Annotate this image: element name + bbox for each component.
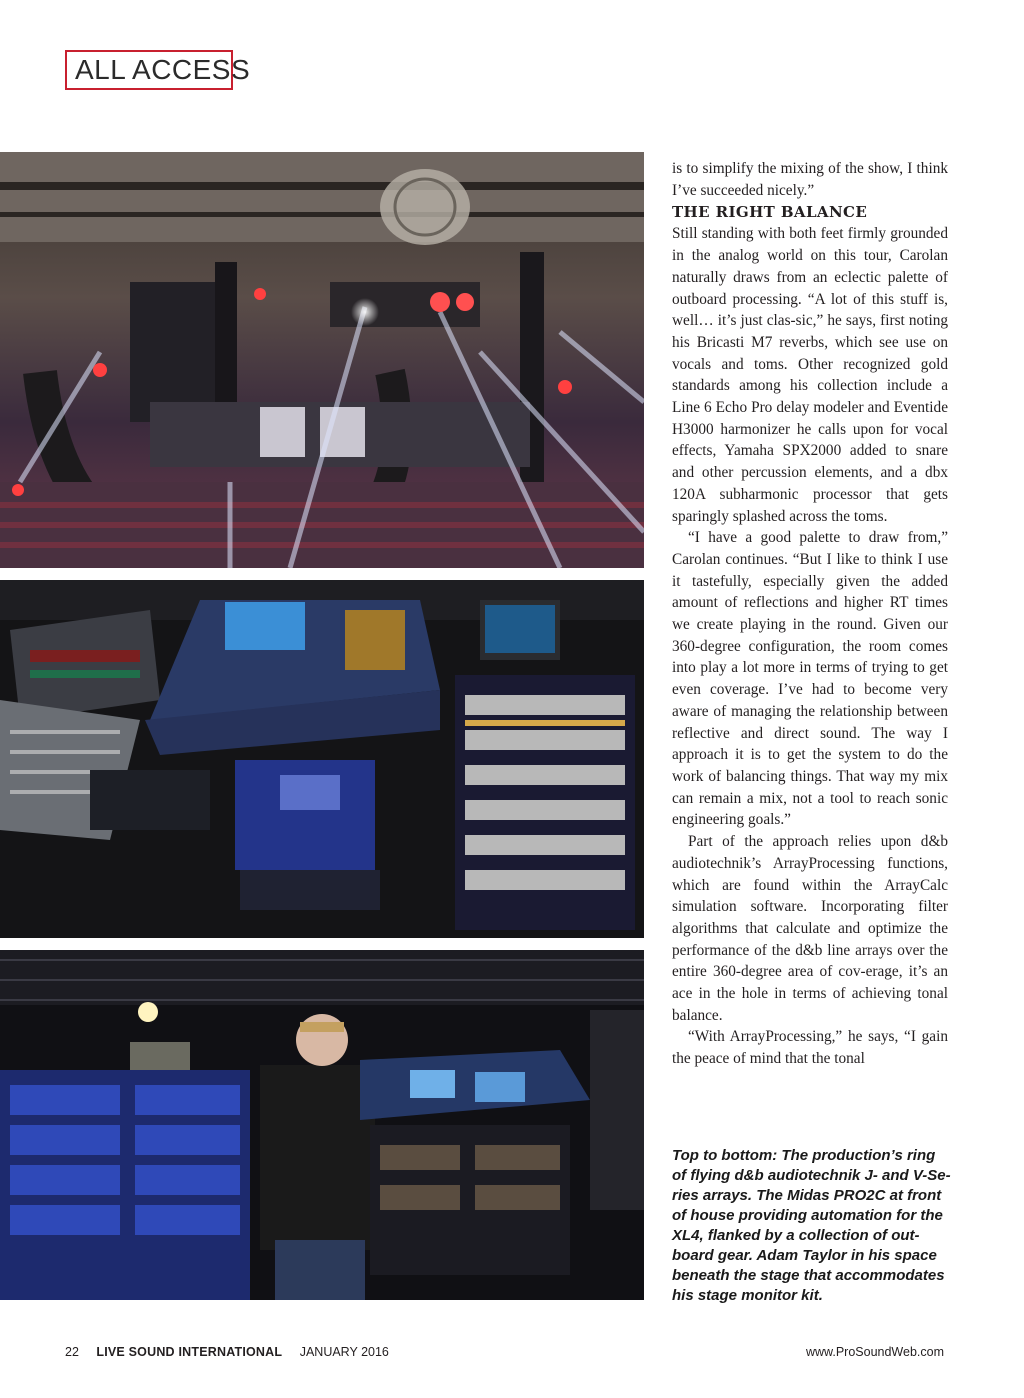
section-heading: THE RIGHT BALANCE bbox=[672, 203, 868, 222]
photo-caption: Top to bottom: The production’s ring of flying d&b audiotechnik J- and V-Se-ries arrays. The Midas PRO2C at front of house providing automation for the XL4, flanked by a collection of out-board gear. Adam Taylor in his space beneath the stage that accommodates his stage monitor kit. bbox=[672, 1147, 951, 1304]
photo-monitor-engineer bbox=[0, 950, 644, 1300]
article-paragraph: “With ArrayProcessing,” he says, “I gain the peace of mind that the tonal bbox=[672, 1028, 948, 1068]
photo-foh-console bbox=[0, 580, 644, 938]
article-column bbox=[672, 158, 948, 1070]
page-footer bbox=[65, 1345, 944, 1359]
article-paragraph: is to simplify the mixing of the show, I think I’ve succeeded nicely.” bbox=[672, 160, 948, 199]
section-tag: ALL ACCESS bbox=[65, 50, 233, 90]
website-link[interactable]: www.ProSoundWeb.com bbox=[805, 1345, 944, 1359]
article-paragraph: Still standing with both feet firmly grounded in the analog world on this tour, Carolan naturally draws from an eclectic palette of outboard processing. “A lot of this stuff is, well… it’s just clas-sic,” he says, first noting his Bricasti M7 reverbs, which see use on vocals and toms. Other recognized gold standards among his collection include a Line 6 Echo Pro delay modeler and Eventide H3000 harmonizer he calls upon for vocal effects, Yamaha SPX2000 added to snare and other percussion elements, and a dbx 120A subharmonic processor that gets sparingly splashed across the toms. bbox=[672, 225, 948, 525]
issue-date: JANUARY 2016 bbox=[299, 1345, 389, 1359]
page-number: 22 bbox=[65, 1345, 79, 1359]
article-paragraph: Part of the approach relies upon d&b audiotechnik’s ArrayProcessing functions, which are found within the ArrayCalc simulation software. Incorporating filter algorithms that calculate and optimize the performance of the d&b line arrays over the entire 360-degree area of cov-erage, it’s an ace in the hole in terms of achieving tonal balance. bbox=[672, 833, 948, 1024]
photo-arena-line-arrays bbox=[0, 152, 644, 568]
article-paragraph: “I have a good palette to draw from,” Carolan continues. “But I like to think I use it tastefully, especially given the added amount of reflections and higher RT times we create playing in the round. Given our 360-degree configuration, the room comes into play a lot more in terms of trying to get even coverage. I’ve had to become very aware of managing the relationship between reflective and direct sound. The way I approach it is to get the system to do the work of balancing things. That way my mix can remain a mix, not a tool to reach sonic engineering goals.” bbox=[672, 529, 948, 829]
magazine-name: LIVE SOUND INTERNATIONAL bbox=[96, 1345, 283, 1359]
